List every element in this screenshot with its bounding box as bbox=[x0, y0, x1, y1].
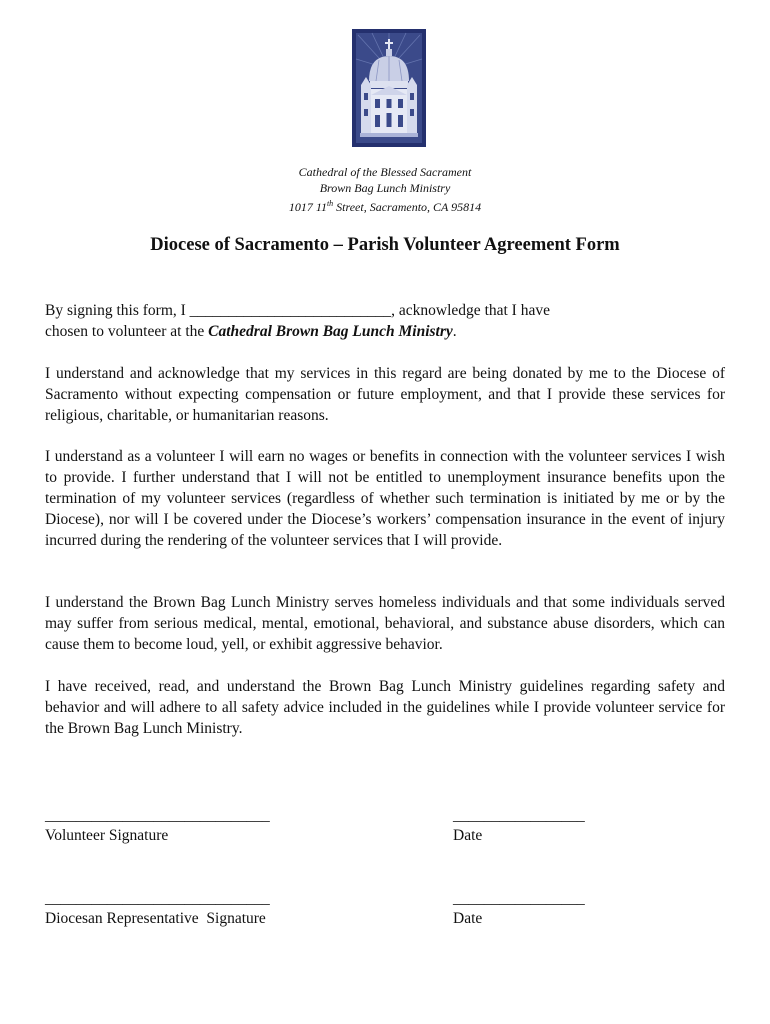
volunteer-signature-label: Volunteer Signature bbox=[45, 827, 169, 844]
name-blank[interactable]: __________________________ bbox=[189, 302, 392, 319]
address-rest: Street, Sacramento, CA 95814 bbox=[333, 200, 482, 214]
form-title: Diocese of Sacramento – Parish Volunteer Agreement Form bbox=[150, 235, 620, 255]
paragraph-homeless: I understand the Brown Bag Lunch Ministry serves homeless individuals and that some individuals served may suffer from serious medical, mental, emotional, behavioral, and substance abuse disorders, which can cause them to become loud, yell, or exhibit aggressive behavior. bbox=[45, 594, 725, 653]
cathedral-dome-icon bbox=[352, 29, 426, 147]
volunteer-signature-block bbox=[45, 806, 270, 846]
intro-text-1: By signing this form, I bbox=[45, 302, 190, 319]
volunteer-date-label: Date bbox=[453, 827, 483, 844]
volunteer-signature-line[interactable]: _____________________________ bbox=[45, 807, 270, 824]
volunteer-date-line[interactable]: _________________ bbox=[453, 807, 585, 824]
representative-signature-line[interactable]: _____________________________ bbox=[45, 890, 270, 907]
paragraph-donation: I understand and acknowledge that my services in this regard are being donated by me to the Diocese of Sacramento without expecting compensation or future employment, and that I provide these services for religious, charitable, or humanitarian reasons. bbox=[45, 365, 725, 424]
paragraph-wages: I understand as a volunteer I will earn no wages or benefits in connection with the volunteer services I wish to provide. I further understand that I will not be entitled to unemployment insurance benefits upon the termination of my volunteer services (regardless of whether such termination is initiated by me or by the Diocese), nor will I be covered under the Diocese’s workers’ compensation insurance in the event of injury incurred during the rendering of the volunteer services that I will provide. bbox=[45, 448, 725, 549]
org-name: Cathedral of the Blessed Sacrament bbox=[298, 165, 472, 179]
address-suffix: th bbox=[326, 199, 334, 208]
intro-text-3: chosen to volunteer at the bbox=[45, 323, 209, 340]
intro-paragraph bbox=[45, 300, 725, 342]
representative-date-label: Date bbox=[453, 910, 483, 927]
volunteer-date-block bbox=[453, 806, 585, 846]
letterhead bbox=[0, 164, 770, 215]
ministry-name: Brown Bag Lunch Ministry bbox=[319, 181, 451, 195]
address-number: 1017 11 bbox=[288, 200, 327, 214]
intro-period: . bbox=[452, 323, 457, 340]
address bbox=[0, 196, 770, 215]
intro-text-2: , acknowledge that I have bbox=[391, 302, 550, 319]
paragraph-guidelines: I have received, read, and understand the Brown Bag Lunch Ministry guidelines regarding safety and behavior and will adhere to all safety advice included in the guidelines while I provide volunteer service for the Brown Bag Lunch Ministry. bbox=[45, 678, 725, 737]
representative-signature-label: Diocesan Representative Signature bbox=[45, 910, 266, 927]
representative-signature-block bbox=[45, 889, 270, 929]
cathedral-logo bbox=[352, 29, 426, 147]
ministry-emphasis: Cathedral Brown Bag Lunch Ministry bbox=[208, 323, 453, 340]
representative-date-block bbox=[453, 889, 585, 929]
representative-date-line[interactable]: _________________ bbox=[453, 890, 585, 907]
